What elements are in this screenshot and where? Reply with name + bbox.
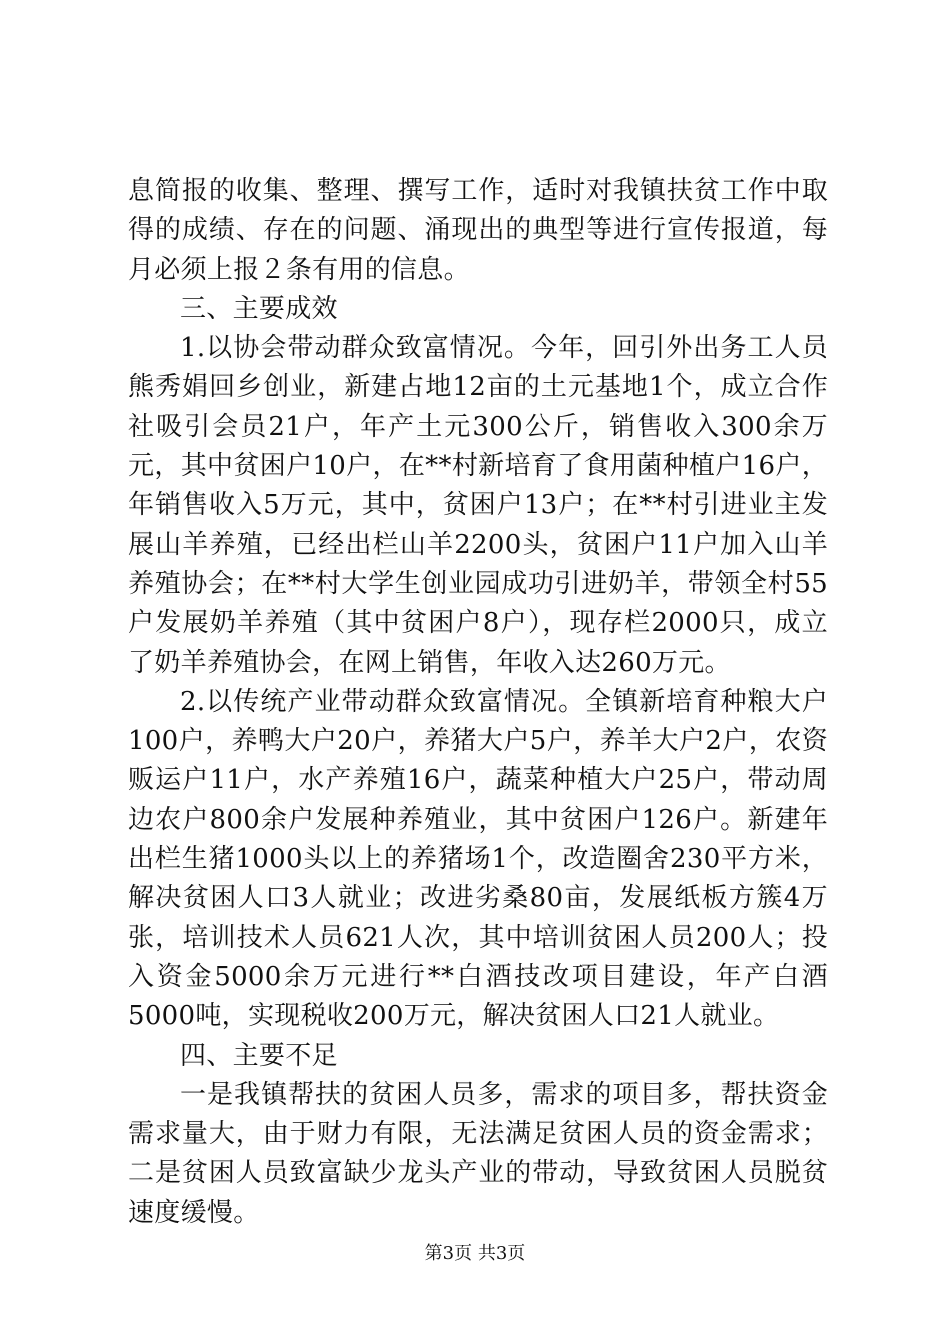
paragraph-continuation: 息简报的收集、整理、撰写工作，适时对我镇扶贫工作中取得的成绩、存在的问题、涌现出的典型等进行宣传报道，每月必须上报２条有用的信息。: [128, 176, 828, 285]
section-heading-results: 三、主要成效: [180, 293, 338, 324]
paragraph-traditional-industry: 2.以传统产业带动群众致富情况。全镇新培育种粮大户100户，养鸭大户20户，养猪大户5户，养羊大户2户，农资贩运户11户，水产养殖16户，蔬菜种植大户25户，带动周边农户800余户发展种养殖业，其中贫困户126户。新建年出栏生猪1000头以上的养猪场1个，改造圈舍230平方米，解决贫困人口3人就业；改进劣桑80亩，发展纸板方簇4万张，培训技术人员621人次，其中培训贫困人员200人；投入资金5000余万元进行**白酒技改项目建设，年产白酒5000吨，实现税收200万元，解决贫困人口21人就业。: [128, 686, 828, 1032]
paragraph-association: 1.以协会带动群众致富情况。今年，回引外出务工人员熊秀娟回乡创业，新建占地12亩的土元基地1个，成立合作社吸引会员21户，年产土元300公斤，销售收入300余万元，其中贫困户10户，在**村新培育了食用菌种植户16户，年销售收入5万元，其中，贫困户13户；在**村引进业主发展山羊养殖，已经出栏山羊2200头，贫困户11户加入山羊养殖协会；在**村大学生创业园成功引进奶羊，带领全村55户发展奶羊养殖（其中贫困户8户），现存栏2000只，成立了奶羊养殖协会，在网上销售，年收入达260万元。: [128, 333, 828, 678]
paragraph-shortcomings: 一是我镇帮扶的贫困人员多，需求的项目多，帮扶资金需求量大，由于财力有限，无法满足贫困人员的资金需求；二是贫困人员致富缺少龙头产业的带动，导致贫困人员脱贫速度缓慢。: [128, 1079, 828, 1228]
section-heading-shortcomings: 四、主要不足: [180, 1040, 338, 1071]
document-body: [128, 172, 828, 1233]
page-number-footer: 第3页 共3页: [424, 1243, 526, 1264]
